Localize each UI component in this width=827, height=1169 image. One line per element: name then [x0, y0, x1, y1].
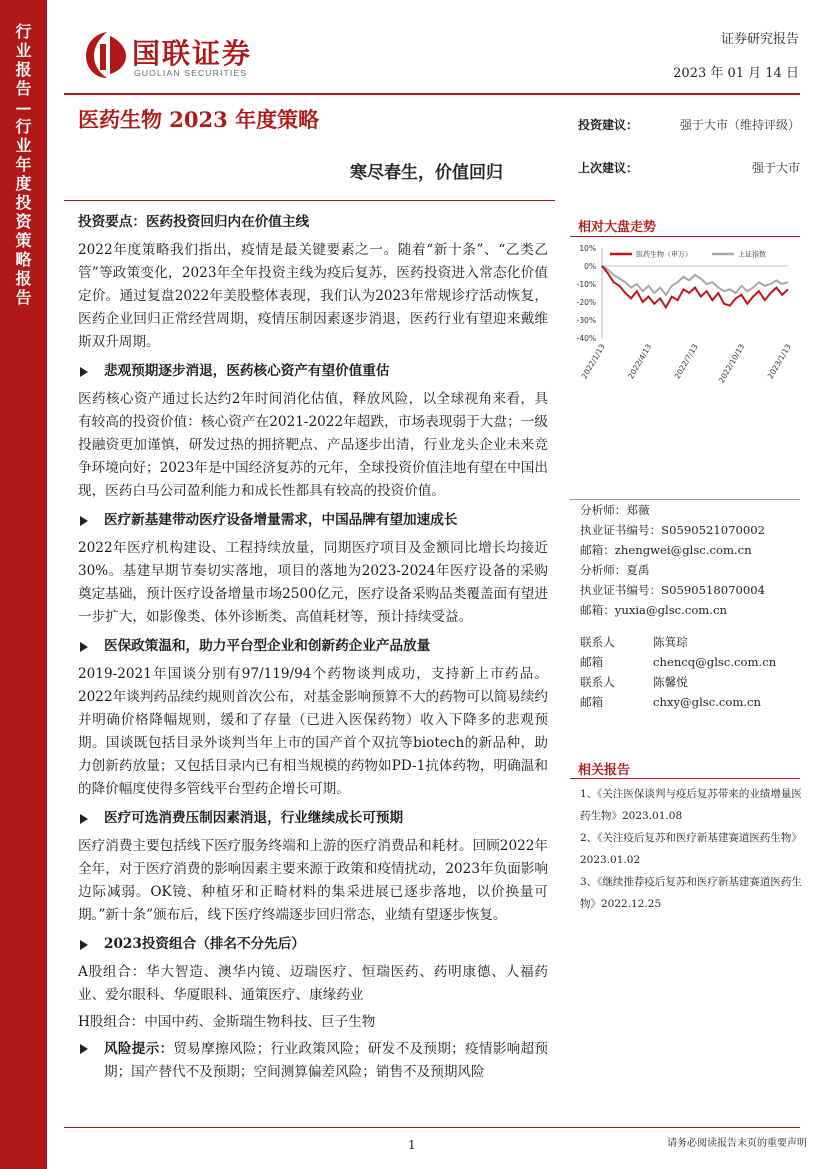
rating-invest-value: 强于大市（维持评级）: [679, 118, 800, 132]
logo-text-cn: 国联证券: [132, 37, 253, 70]
risk-label: 风险提示：: [104, 1041, 174, 1057]
report-date: 2023 年 01 月 14 日: [673, 66, 799, 81]
related-divider: [570, 778, 800, 779]
arrow-bullet-icon: [80, 1044, 88, 1054]
y-tick-label: 0%: [584, 262, 596, 271]
main-heading: 投资要点：医药投资回归内在价值主线: [78, 214, 310, 230]
contact-value: zhengwei@glsc.com.cn: [614, 543, 752, 557]
sidebar-char: 业: [15, 41, 32, 60]
contact-row: [580, 560, 800, 580]
x-tick-label: 2023/1/13: [765, 342, 793, 381]
sidebar-char: 度: [15, 174, 32, 193]
contact-value: 夏禹: [626, 563, 650, 577]
sidebar-char: 行: [15, 22, 32, 41]
rating-prev-label: 上次建议：: [578, 161, 639, 175]
logo-emblem-icon: [84, 30, 130, 80]
section-title: 悲观预期逐步消退，医药核心资产有望价值重估: [78, 360, 548, 383]
contact-value: chxy@glsc.com.cn: [653, 695, 762, 709]
contact-key: 邮箱：: [580, 543, 615, 557]
header-divider: [64, 93, 800, 95]
footer-divider: [64, 1127, 800, 1128]
relative-performance-chart: [566, 240, 806, 390]
y-tick-label: -20%: [576, 298, 596, 307]
series-line: [602, 266, 788, 295]
contact-key: 邮箱：: [580, 603, 615, 617]
arrow-bullet-icon: [80, 940, 88, 950]
page-title: 医药生物 2023 年度策略: [78, 107, 320, 132]
chart-heading: 相对大盘走势: [578, 220, 657, 235]
sidebar-char: 策: [15, 231, 32, 250]
contact-row: [580, 580, 800, 600]
risk-text: 贸易摩擦风险；行业政策风险；研发不及预期；疫情影响超预期；国产替代不及预期；空间测算偏差风险；销售不及预期风险: [104, 1041, 548, 1080]
contact-value: S0590521070002: [661, 523, 766, 537]
sidebar-char: —: [15, 98, 32, 117]
sidebar-band: [0, 0, 47, 1169]
sidebar-char: 略: [15, 250, 32, 269]
y-tick-label: -30%: [576, 316, 596, 325]
risk-block: [78, 1038, 548, 1084]
sidebar-char: 投: [15, 193, 32, 212]
rating-prev-value: 强于大市: [751, 161, 800, 175]
disclaimer: 请务必阅读报告末页的重要声明: [667, 1138, 807, 1149]
contact-row: [580, 632, 800, 652]
page-number: 1: [408, 1138, 416, 1152]
sidebar-label: [0, 22, 47, 307]
chart-heading-divider: [570, 236, 800, 237]
contact-key: 联系人: [580, 635, 615, 649]
sidebar-char: 报: [15, 60, 32, 79]
contact-value: 陈馨悦: [653, 675, 688, 689]
y-tick-label: -40%: [576, 334, 596, 343]
related-reports: [580, 783, 802, 915]
contact-row: [580, 540, 800, 560]
contact-key: 执业证书编号：: [580, 523, 662, 537]
logo-text-en: GUOLIAN SECURITIES: [134, 68, 248, 78]
contact-key: 分析师：: [580, 563, 627, 577]
x-tick-label: 2022/10/13: [716, 342, 747, 385]
section-title: 医疗新基建带动医疗设备增量需求，中国品牌有望加速成长: [78, 509, 548, 532]
page-subtitle: 寒尽春生，价值回归: [350, 163, 503, 183]
arrow-bullet-icon: [80, 516, 88, 526]
contact-row: [580, 672, 800, 692]
contact-list: [580, 632, 800, 712]
related-report-item: 1、《关注医保谈判与疫后复苏带来的业绩增量医药生物》2023.01.08: [580, 788, 802, 822]
contact-key: 邮箱: [580, 655, 604, 669]
x-tick-label: 2022/1/13: [579, 342, 607, 381]
sidebar-char: 行: [15, 117, 32, 136]
contact-value: 郑薇: [626, 503, 650, 517]
section-body: 2019-2021年国谈分别有97/119/94个药物谈判成功，支持新上市药品。2022年谈判药品续约规则首次公布，对基金影响预算不大的药物可以简易续约并明确价格降幅规则，缓和了存量（已进入医保药物）收入下降多的悲观预期。国谈既包括目录外谈判当年上市的国产首个双抗等biotech的新品种，助力创新药放量；又包括目录内已有相当规模的药物如PD-1抗体药物，明确温和的降价幅度使得多管线平台型药企增长可期。: [78, 666, 548, 797]
legend-label: 医药生物（申万）: [636, 250, 692, 259]
contact-row: [580, 652, 800, 672]
intro-paragraph: 2022年度策略我们指出，疫情是最关键要素之一。随着“新十条”、“乙类乙管”等政策变化，2023年全年投资主线为疫后复苏，医药投资进入常态化价值定价。通过复盘2022年美股整体表现，我们认为2023年常规诊疗活动恢复，医药企业回归正常经营周期，疫情压制因素逐步消退，医药行业有望迎来戴维斯双升周期。: [78, 242, 548, 350]
report-type: 证券研究报告: [720, 32, 799, 47]
contact-row: [580, 600, 800, 620]
section-title: 2023投资组合（排名不分先后）: [78, 933, 548, 956]
rating-invest-label: 投资建议：: [578, 118, 639, 132]
sidebar-char: 报: [15, 269, 32, 288]
x-tick-label: 2022/7/13: [672, 342, 700, 381]
related-heading: 相关报告: [578, 763, 631, 778]
contact-value: yuxia@glsc.com.cn: [614, 603, 727, 617]
contact-value: chencq@glsc.com.cn: [653, 655, 777, 669]
contact-key: 分析师：: [580, 503, 627, 517]
related-report-item: 2、《关注疫后复苏和医疗新基建赛道医药生物》 2023.01.02: [580, 832, 802, 866]
arrow-bullet-icon: [80, 367, 88, 377]
section-title: 医保政策温和，助力平台型企业和创新药企业产品放量: [78, 635, 548, 658]
related-report-item: 3、《继续推荐疫后复苏和医疗新基建赛道医药生物》2022.12.25: [580, 876, 802, 910]
contact-key: 邮箱: [580, 695, 604, 709]
arrow-bullet-icon: [80, 642, 88, 652]
contact-value: 陈箕琮: [653, 635, 688, 649]
analyst-list: [580, 500, 800, 620]
contact-row: [580, 692, 800, 712]
contact-value: S0590518070004: [661, 583, 766, 597]
sidebar-char: 年: [15, 155, 32, 174]
portfolio-a: A股组合：华大智造、澳华内镜、迈瑞医疗、恒瑞医药、药明康德、人福药业、爱尔眼科、华厦眼科、通策医疗、康缘药业: [78, 964, 548, 1003]
y-tick-label: 10%: [579, 244, 596, 253]
section-body: 医药核心资产通过长达约2年时间消化估值，释放风险，以全球视角来看，具有较高的投资价值：核心资产在2021-2022年超跌，市场表现弱于大盘；一级投融资更加谨慎，研发过热的拥挤靶点、产品逐步出清，行业龙头企业未来竞争环境向好；2023年是中国经济复苏的元年，全球投资价值洼地有望在中国出现，医药白马公司盈利能力和成长性都具有较高的投资价值。: [78, 391, 548, 499]
section-title: 医疗可选消费压制因素消退，行业继续成长可预期: [78, 807, 548, 830]
contact-row: [580, 520, 800, 540]
contact-key: 执业证书编号：: [580, 583, 662, 597]
legend-label: 上证指数: [738, 250, 766, 259]
company-logo: [84, 30, 304, 82]
y-tick-label: -10%: [576, 280, 596, 289]
sidebar-char: 告: [15, 79, 32, 98]
contact-key: 联系人: [580, 675, 615, 689]
sidebar-char: 告: [15, 288, 32, 307]
x-tick-label: 2022/4/13: [626, 342, 654, 381]
arrow-bullet-icon: [80, 814, 88, 824]
sidebar-char: 业: [15, 136, 32, 155]
contact-row: [580, 500, 800, 520]
main-content: [78, 208, 548, 1088]
title-divider: [64, 200, 555, 201]
sidebar-char: 资: [15, 212, 32, 231]
section-body: 2022年医疗机构建设、工程持续放量，同期医疗项目及金额同比增长均接近30%。基建早期节奏切实落地，项目的落地为2023-2024年医疗设备的采购奠定基础，预计医疗设备增量市场2500亿元，医疗设备采购品类覆盖面有望进一步扩大，如影像类、体外诊断类、高值耗材等，预计持续受益。: [78, 540, 548, 625]
section-body: 医疗消费主要包括线下医疗服务终端和上游的医疗消费品和耗材。回顾2022年全年，对于医疗消费的影响因素主要来源于政策和疫情扰动，2023年负面影响边际减弱。OK镜、种植牙和正畸材料的集采进展已逐步落地，以价换量可期。”新十条”颁布后，线下医疗终端逐步回归常态，业绩有望逐步恢复。: [78, 838, 548, 923]
portfolio-h: H股组合：中国中药、金斯瑞生物科技、巨子生物: [78, 1014, 376, 1030]
